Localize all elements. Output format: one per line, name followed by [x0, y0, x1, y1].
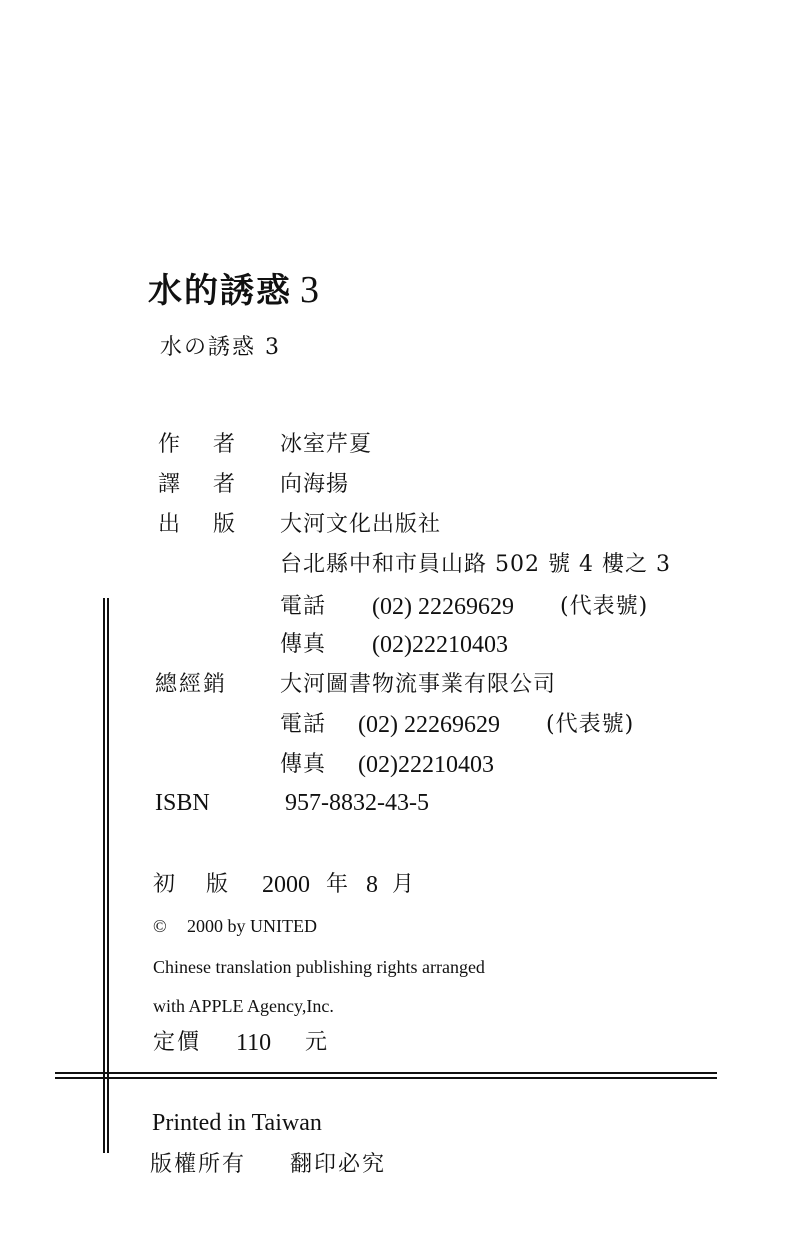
publisher-fax-label: 傳真	[280, 632, 327, 657]
vertical-rule-left	[103, 598, 105, 1153]
printed-in: Printed in Taiwan	[152, 1110, 322, 1136]
publisher-phone-label: 電話	[280, 594, 327, 619]
distributor-fax: (02)22210403	[358, 752, 494, 778]
distributor-phone-note: (代表號)	[546, 712, 635, 737]
no-reproduction: 翻印必究	[290, 1152, 387, 1177]
isbn-number: 957-8832-43-5	[285, 790, 429, 816]
copyright-rights-line-2: with APPLE Agency,Inc.	[153, 996, 334, 1016]
book-title-chinese: 水的誘惑	[148, 271, 292, 311]
distributor-phone-label: 電話	[280, 712, 327, 737]
book-title-japanese: 水の誘惑 3	[160, 335, 281, 360]
publisher-name: 大河文化出版社	[280, 512, 442, 537]
translator-name: 向海揚	[280, 472, 350, 497]
copyright-line: 2000 by UNITED	[187, 916, 317, 936]
distributor-fax-label: 傳真	[280, 752, 327, 777]
price-amount: 110	[236, 1030, 272, 1056]
distributor-phone: (02) 22269629	[358, 712, 500, 738]
horizontal-rule-top	[55, 1072, 717, 1074]
publisher-phone-note: (代表號)	[560, 594, 649, 619]
edition-month: 8	[366, 872, 378, 898]
copyright-symbol: ©	[153, 916, 167, 936]
horizontal-rule-bottom	[55, 1077, 717, 1079]
publisher-address: 台北縣中和市員山路 502 號 4 樓之 3	[280, 552, 671, 577]
price-label: 定價	[153, 1030, 202, 1055]
edition-month-unit: 月	[392, 872, 416, 897]
author-name: 冰室芹夏	[280, 432, 373, 457]
publisher-fax: (02)22210403	[372, 632, 508, 658]
distributor-label: 總經銷	[155, 672, 228, 697]
price-unit: 元	[305, 1030, 329, 1055]
edition-label: 初 版	[153, 872, 230, 897]
rights-reserved: 版權所有	[150, 1152, 247, 1177]
publisher-phone: (02) 22269629	[372, 594, 514, 620]
vertical-rule-right	[107, 598, 109, 1153]
edition-year: 2000	[262, 872, 310, 898]
isbn-label: ISBN	[155, 790, 210, 816]
edition-year-unit: 年	[326, 872, 350, 897]
distributor-name: 大河圖書物流事業有限公司	[280, 672, 557, 697]
publisher-label: 出 版	[158, 512, 237, 537]
copyright-rights-line-1: Chinese translation publishing rights arranged	[153, 957, 485, 977]
book-volume: 3	[300, 269, 321, 311]
author-label: 作 者	[158, 432, 237, 457]
translator-label: 譯 者	[158, 472, 237, 497]
book-title	[148, 268, 321, 313]
